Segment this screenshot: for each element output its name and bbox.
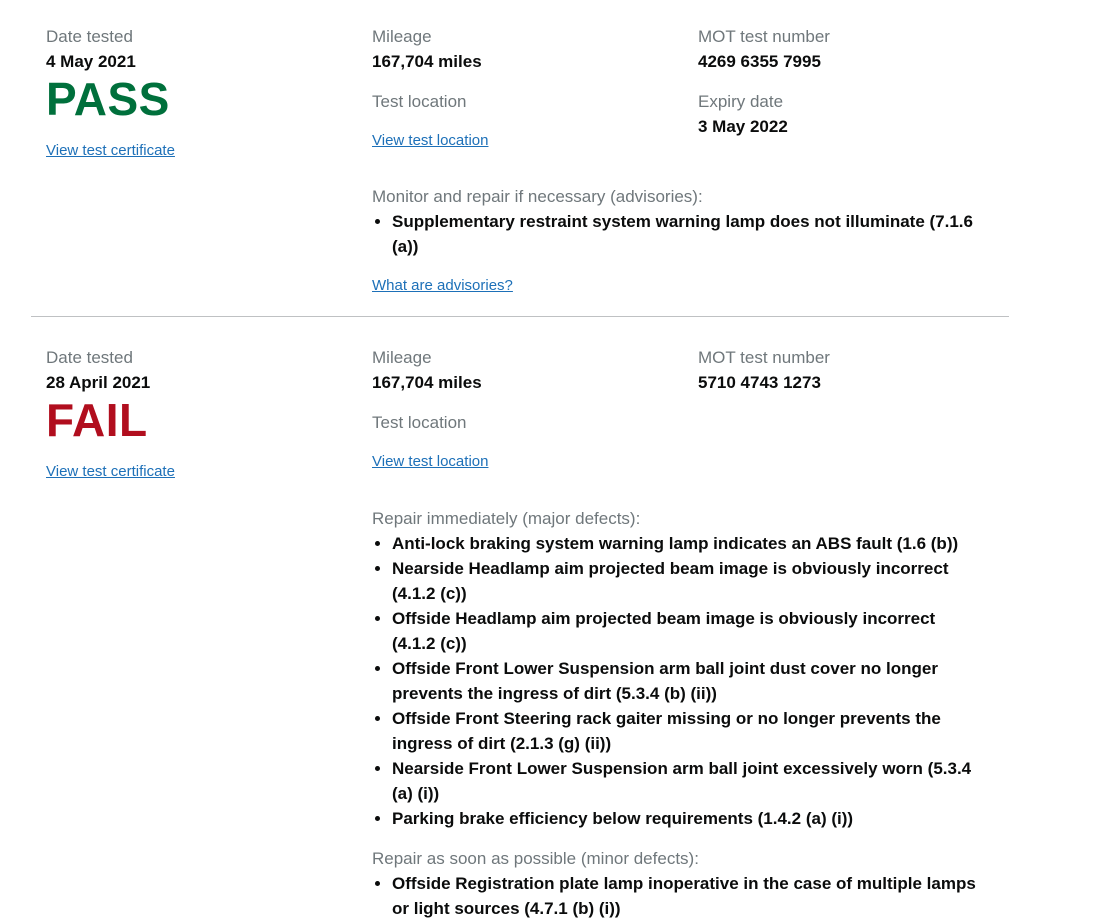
test-location-label: Test location [372, 413, 467, 432]
test-result-pass: PASS [46, 73, 170, 125]
mileage-label: Mileage [372, 348, 432, 367]
minor-defect-item: • Offside Registration plate lamp inoperative in the case of multiple lamps or light sources (4.7.1 (b) (i)) [392, 871, 982, 921]
major-defect-item: • Nearside Headlamp aim projected beam image is obviously incorrect (4.1.2 (c)) [392, 556, 982, 606]
major-defect-item: • Nearside Front Lower Suspension arm ball joint excessively worn (5.3.4 (a) (i)) [392, 756, 982, 806]
date-tested-label: Date tested [46, 348, 133, 367]
advisories-list [372, 209, 982, 259]
test-result-fail: FAIL [46, 394, 148, 446]
mot-test-number-label: MOT test number [698, 348, 830, 367]
mot-test-number-label: MOT test number [698, 27, 830, 46]
advisory-item: • Supplementary restraint system warning lamp does not illuminate (7.1.6 (a)) [392, 209, 982, 259]
view-test-certificate-link[interactable]: View test certificate [46, 142, 175, 159]
mot-test-record [0, 0, 1099, 316]
major-defect-item: • Parking brake efficiency below requirements (1.4.2 (a) (i)) [392, 806, 982, 831]
major-defects-heading: Repair immediately (major defects): [372, 509, 641, 528]
mileage-value: 167,704 miles [372, 373, 482, 392]
date-tested-value: 28 April 2021 [46, 373, 151, 392]
mileage-value: 167,704 miles [372, 52, 482, 71]
date-tested-label: Date tested [46, 27, 133, 46]
record-divider [31, 316, 1009, 317]
minor-defects-list [372, 871, 982, 921]
date-tested-value: 4 May 2021 [46, 52, 136, 71]
minor-defects-heading: Repair as soon as possible (minor defects): [372, 849, 699, 868]
view-test-location-link[interactable]: View test location [372, 453, 489, 470]
expiry-date-value: 3 May 2022 [698, 117, 788, 136]
major-defect-item: • Anti-lock braking system warning lamp indicates an ABS fault (1.6 (b)) [392, 531, 982, 556]
view-test-certificate-link[interactable]: View test certificate [46, 463, 175, 480]
expiry-date-label: Expiry date [698, 92, 784, 111]
mot-test-number-value: 5710 4743 1273 [698, 373, 821, 392]
advisories-heading: Monitor and repair if necessary (advisories): [372, 187, 703, 206]
major-defects-list [372, 531, 982, 831]
mot-test-record [0, 321, 1099, 923]
what-are-advisories-link[interactable]: What are advisories? [372, 277, 513, 294]
mot-test-number-value: 4269 6355 7995 [698, 52, 821, 71]
major-defect-item: • Offside Headlamp aim projected beam image is obviously incorrect (4.1.2 (c)) [392, 606, 982, 656]
view-test-location-link[interactable]: View test location [372, 132, 489, 149]
test-location-label: Test location [372, 92, 467, 111]
major-defect-item: • Offside Front Lower Suspension arm ball joint dust cover no longer prevents the ingress of dirt (5.3.4 (b) (ii)) [392, 656, 982, 706]
major-defect-item: • Offside Front Steering rack gaiter missing or no longer prevents the ingress of dirt (2.1.3 (g) (ii)) [392, 706, 982, 756]
mileage-label: Mileage [372, 27, 432, 46]
